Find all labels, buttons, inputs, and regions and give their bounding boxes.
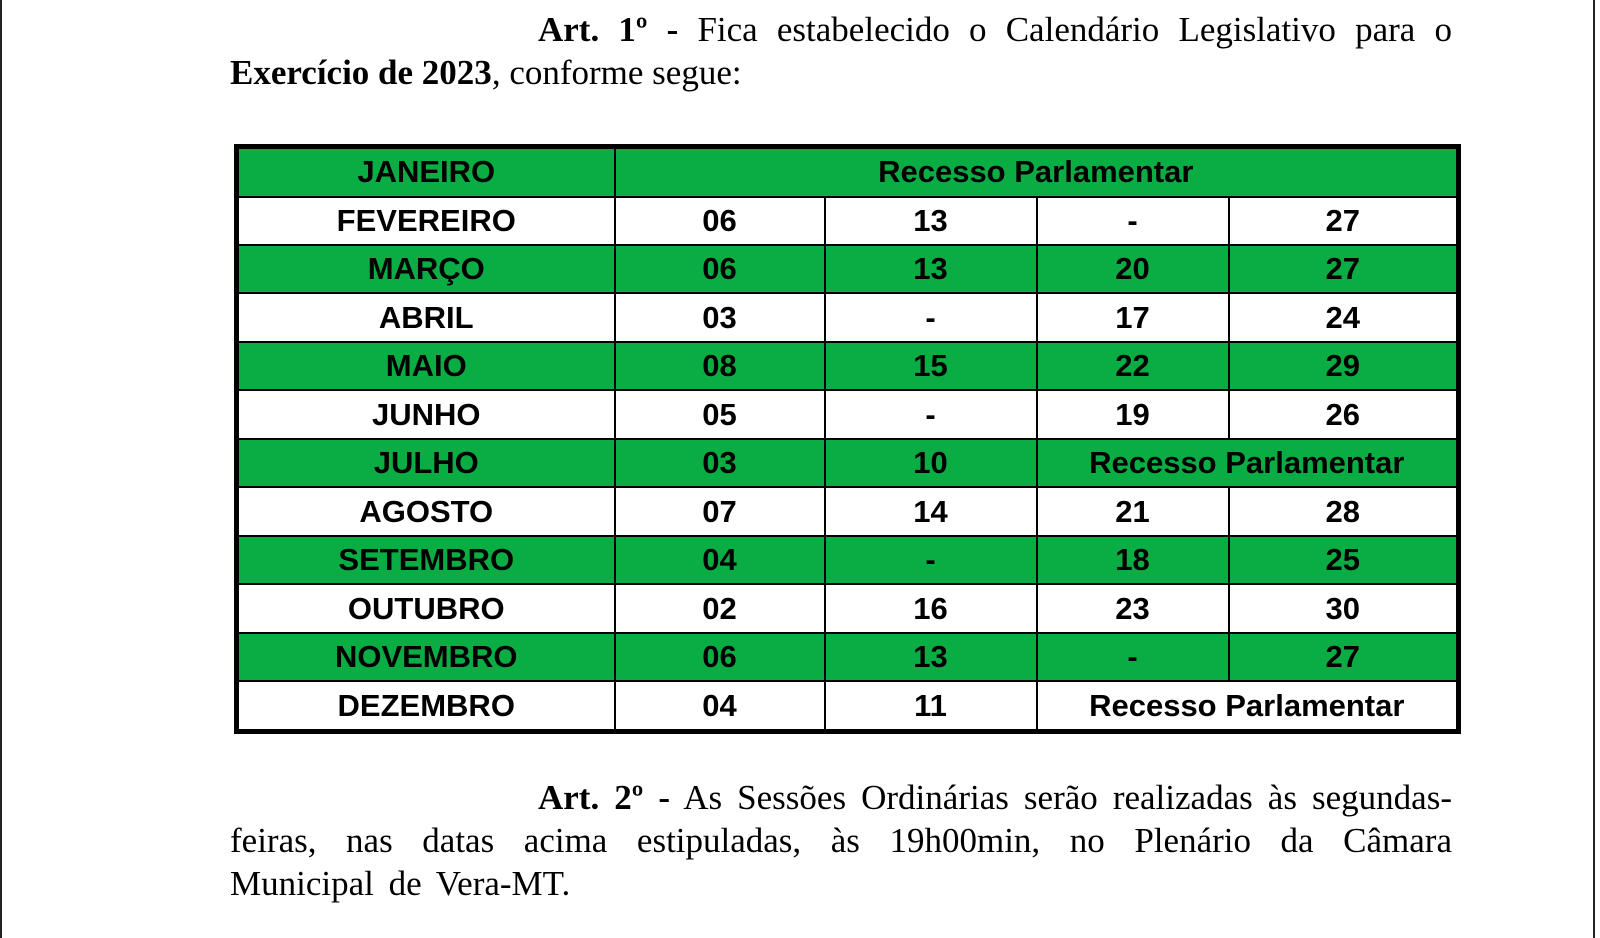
date-cell: 24: [1229, 293, 1459, 341]
table-row-junho: [237, 390, 1459, 438]
month-cell: JANEIRO: [237, 147, 615, 197]
date-cell: -: [825, 536, 1037, 584]
table-row-novembro: [237, 633, 1459, 681]
date-cell: 06: [615, 245, 825, 293]
table-row-abril: [237, 293, 1459, 341]
date-cell: 27: [1229, 197, 1459, 245]
recess-cell: Recesso Parlamentar: [1037, 439, 1459, 487]
article-2-label: Art. 2º -: [538, 778, 671, 817]
article-1-year: Exercício de 2023: [230, 53, 492, 92]
date-cell: 20: [1037, 245, 1229, 293]
date-cell: 19: [1037, 390, 1229, 438]
article-1-text-b: , conforme segue:: [491, 53, 742, 92]
date-cell: 08: [615, 342, 825, 390]
date-cell: 11: [825, 681, 1037, 731]
date-cell: 06: [615, 197, 825, 245]
recess-cell: Recesso Parlamentar: [615, 147, 1459, 197]
month-cell: ABRIL: [237, 293, 615, 341]
table-row-setembro: [237, 536, 1459, 584]
date-cell: 15: [825, 342, 1037, 390]
table-row-dezembro: [237, 681, 1459, 731]
date-cell: 14: [825, 487, 1037, 535]
article-2-text: As Sessões Ordinárias serão realizadas às segundas-feiras, nas datas acima estipuladas, às 19h00min, no Plenário da Câmara Municipal de Vera-MT.: [230, 778, 1452, 903]
date-cell: 27: [1229, 245, 1459, 293]
table-row-agosto: [237, 487, 1459, 535]
date-cell: 30: [1229, 584, 1459, 632]
date-cell: 04: [615, 681, 825, 731]
date-cell: 13: [825, 633, 1037, 681]
month-cell: AGOSTO: [237, 487, 615, 535]
date-cell: 18: [1037, 536, 1229, 584]
month-cell: MAIO: [237, 342, 615, 390]
date-cell: 02: [615, 584, 825, 632]
article-1-text-a: Fica estabelecido o Calendário Legislativo para o: [678, 10, 1452, 49]
date-cell: 06: [615, 633, 825, 681]
month-cell: FEVEREIRO: [237, 197, 615, 245]
date-cell: 28: [1229, 487, 1459, 535]
date-cell: -: [825, 293, 1037, 341]
date-cell: 03: [615, 293, 825, 341]
date-cell: 25: [1229, 536, 1459, 584]
date-cell: 13: [825, 197, 1037, 245]
date-cell: 27: [1229, 633, 1459, 681]
table-row-janeiro: [237, 147, 1459, 197]
month-cell: DEZEMBRO: [237, 681, 615, 731]
date-cell: 22: [1037, 342, 1229, 390]
date-cell: 17: [1037, 293, 1229, 341]
date-cell: 21: [1037, 487, 1229, 535]
date-cell: 04: [615, 536, 825, 584]
article-1-label: Art. 1º -: [538, 10, 679, 49]
recess-cell: Recesso Parlamentar: [1037, 681, 1459, 731]
date-cell: 29: [1229, 342, 1459, 390]
month-cell: MARÇO: [237, 245, 615, 293]
month-cell: JULHO: [237, 439, 615, 487]
table-row-outubro: [237, 584, 1459, 632]
date-cell: 05: [615, 390, 825, 438]
date-cell: -: [1037, 633, 1229, 681]
date-cell: -: [1037, 197, 1229, 245]
date-cell: 23: [1037, 584, 1229, 632]
month-cell: OUTUBRO: [237, 584, 615, 632]
month-cell: NOVEMBRO: [237, 633, 615, 681]
page-edge: [1593, 0, 1595, 938]
table-row-fevereiro: [237, 197, 1459, 245]
month-cell: SETEMBRO: [237, 536, 615, 584]
table-row-marco: [237, 245, 1459, 293]
legislative-calendar-table: [234, 144, 1461, 734]
table-row-julho: [237, 439, 1459, 487]
date-cell: 03: [615, 439, 825, 487]
date-cell: 10: [825, 439, 1037, 487]
date-cell: 26: [1229, 390, 1459, 438]
article-2-paragraph: [230, 776, 1452, 905]
table-row-maio: [237, 342, 1459, 390]
date-cell: 13: [825, 245, 1037, 293]
date-cell: 07: [615, 487, 825, 535]
article-1-paragraph: [230, 8, 1452, 94]
date-cell: 16: [825, 584, 1037, 632]
month-cell: JUNHO: [237, 390, 615, 438]
date-cell: -: [825, 390, 1037, 438]
